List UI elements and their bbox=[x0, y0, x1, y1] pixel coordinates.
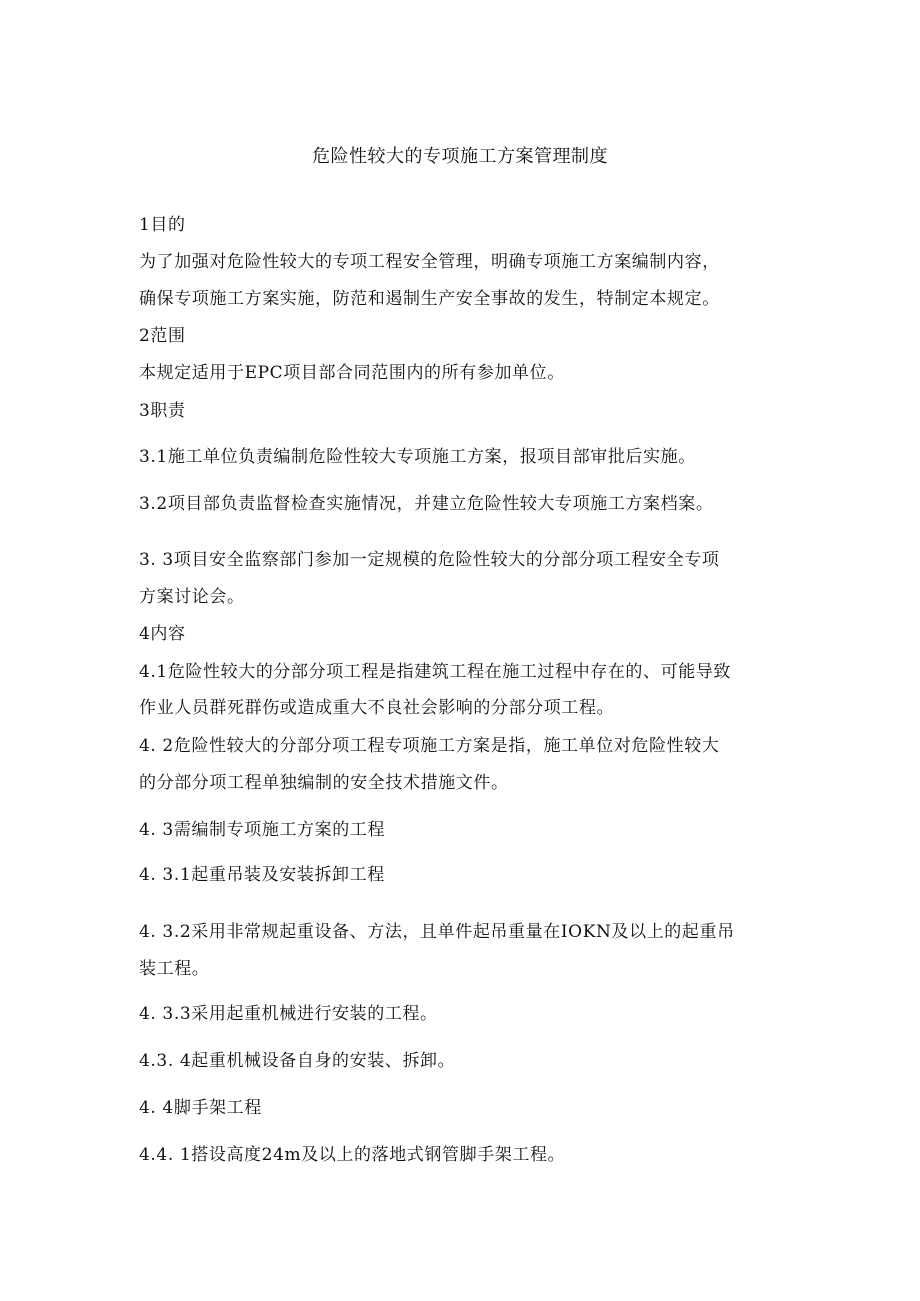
paragraph-line: 装工程。 bbox=[139, 959, 210, 979]
paragraph-line: 为了加强对危险性较大的专项工程安全管理，明确专项施工方案编制内容， bbox=[139, 252, 720, 272]
paragraph-line: 3.2项目部负责监督检查实施情况，并建立危险性较大专项施工方案档案。 bbox=[139, 494, 714, 514]
paragraph-line: 本规定适用于EPC项目部合同范围内的所有参加单位。 bbox=[139, 363, 565, 383]
paragraph-line: 4.3. 4起重机械设备自身的安装、拆卸。 bbox=[139, 1051, 456, 1071]
paragraph-line: 方案讨论会。 bbox=[139, 587, 245, 607]
paragraph-line: 4. 3.3采用起重机械进行安装的工程。 bbox=[139, 1004, 438, 1024]
section-heading-purpose: 1目的 bbox=[139, 215, 186, 235]
document-title: 危险性较大的专项施工方案管理制度 bbox=[312, 146, 608, 167]
paragraph-line: 4.1危险性较大的分部分项工程是指建筑工程在施工过程中存在的、可能导致 bbox=[139, 662, 732, 682]
paragraph-line: 确保专项施工方案实施，防范和遏制生产安全事故的发生，特制定本规定。 bbox=[139, 289, 720, 309]
paragraph-line: 4. 4脚手架工程 bbox=[139, 1098, 262, 1118]
section-heading-scope: 2范围 bbox=[139, 326, 186, 346]
paragraph-line: 3. 3项目安全监察部门参加一定规模的危险性较大的分部分项工程安全专项 bbox=[139, 550, 720, 570]
paragraph-line: 4. 3.1起重吊装及安装拆卸工程 bbox=[139, 865, 385, 885]
paragraph-line: 4. 3.2采用非常规起重设备、方法，且单件起吊重量在IOKN及以上的起重吊 bbox=[139, 922, 735, 942]
paragraph-line: 的分部分项工程单独编制的安全技术措施文件。 bbox=[139, 773, 509, 793]
paragraph-line: 3.1施工单位负责编制危险性较大专项施工方案，报项目部审批后实施。 bbox=[139, 447, 696, 467]
paragraph-line: 4. 2危险性较大的分部分项工程专项施工方案是指，施工单位对危险性较大 bbox=[139, 736, 720, 756]
paragraph-line: 4.4. 1搭设高度24m及以上的落地式钢管脚手架工程。 bbox=[139, 1145, 566, 1165]
section-heading-content: 4内容 bbox=[139, 624, 186, 644]
section-heading-duties: 3职责 bbox=[139, 401, 186, 421]
paragraph-line: 作业人员群死群伤或造成重大不良社会影响的分部分项工程。 bbox=[139, 698, 615, 718]
paragraph-line: 4. 3需编制专项施工方案的工程 bbox=[139, 820, 386, 840]
